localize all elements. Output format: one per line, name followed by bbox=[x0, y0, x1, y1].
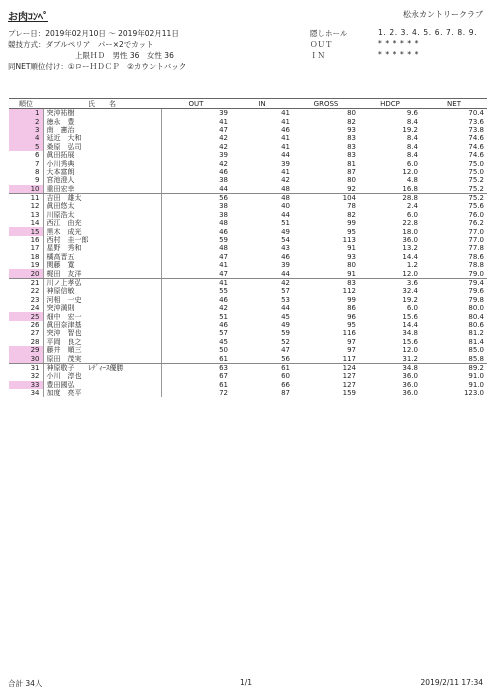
net-cell: 76.2 bbox=[468, 219, 484, 228]
out-cell: 72 bbox=[219, 389, 228, 398]
table-row bbox=[9, 193, 487, 202]
in-cell: 41 bbox=[281, 117, 290, 126]
out-cell: 39 bbox=[219, 109, 228, 118]
table-row bbox=[9, 338, 487, 346]
net-cell: 80.6 bbox=[468, 320, 484, 329]
document-title: お肉ｺﾝﾍﾟ bbox=[8, 12, 48, 23]
table-row bbox=[9, 381, 487, 389]
rank-cell: 15 bbox=[9, 227, 43, 235]
table-row bbox=[9, 176, 487, 184]
rank-cell: 33 bbox=[9, 381, 43, 389]
table-row bbox=[9, 126, 487, 134]
net-cell: 73.6 bbox=[468, 117, 484, 126]
name-cell: 加度 亮平 bbox=[43, 389, 161, 397]
table-row bbox=[9, 227, 487, 235]
out-cell: 39 bbox=[219, 151, 228, 160]
hdcp-cell: 12.0 bbox=[359, 269, 421, 278]
results-table bbox=[9, 98, 487, 397]
rank-cell: 17 bbox=[30, 244, 40, 253]
hdcp-cell: 12.0 bbox=[402, 167, 418, 176]
out-cell: 46 bbox=[219, 320, 228, 329]
gross-cell: 127 bbox=[342, 372, 356, 381]
out-cell: 45 bbox=[219, 337, 228, 346]
table-row bbox=[9, 109, 487, 118]
table-row bbox=[9, 346, 487, 354]
hdcp-cell: 4.8 bbox=[406, 176, 418, 185]
out-cell: 42 bbox=[219, 159, 228, 168]
in-cell: 41 bbox=[281, 134, 290, 143]
net-cell: 75.2 bbox=[468, 194, 484, 203]
rank-cell: 32 bbox=[30, 372, 40, 381]
net-cell: 123.0 bbox=[463, 389, 484, 398]
gross-cell: 83 bbox=[347, 134, 356, 143]
net-cell: 79.6 bbox=[468, 287, 484, 296]
in-cell: 49 bbox=[281, 227, 290, 236]
table-row bbox=[9, 296, 487, 304]
net-cell: 85.8 bbox=[421, 354, 487, 363]
in-cell: 45 bbox=[281, 312, 290, 321]
in-cell: 44 bbox=[281, 210, 290, 219]
name-cell: 西村 圭一郎 bbox=[43, 236, 161, 244]
hdcp-cell: 6.0 bbox=[406, 304, 418, 313]
rank-cell: 25 bbox=[9, 312, 43, 320]
name-cell: 延近 大和 bbox=[43, 134, 161, 142]
net-cell: 75.0 bbox=[468, 159, 484, 168]
gross-cell: 86 bbox=[347, 304, 356, 313]
table-row bbox=[9, 278, 487, 287]
net-cell: 79.4 bbox=[468, 279, 484, 287]
name-cell: 小川 淳也 bbox=[43, 372, 161, 380]
in-cell: 42 bbox=[281, 176, 290, 185]
name-cell: 吉田 雄太 bbox=[43, 193, 161, 202]
handicap-limit: 上限ＨＤ 男性 36 女性 36 bbox=[75, 51, 174, 60]
net-cell: 75.2 bbox=[468, 176, 484, 185]
name-cell: 徳永 豊 bbox=[43, 117, 161, 125]
name-cell: 畑中 宏一 bbox=[43, 312, 161, 320]
net-cell: 80.4 bbox=[468, 312, 484, 321]
rank-cell: 30 bbox=[9, 354, 43, 363]
out-cell: 50 bbox=[219, 346, 228, 355]
hdcp-cell: 18.0 bbox=[402, 227, 418, 236]
rank-cell: 14 bbox=[30, 219, 40, 228]
gross-cell: 124 bbox=[342, 363, 356, 372]
hdcp-cell: 14.4 bbox=[402, 252, 418, 261]
in-cell: 56 bbox=[231, 354, 293, 363]
table-row bbox=[9, 329, 487, 337]
rank-cell: 31 bbox=[30, 363, 40, 372]
table-row bbox=[9, 312, 487, 320]
gross-cell: 80 bbox=[347, 109, 356, 118]
hdcp-cell: 12.0 bbox=[402, 346, 418, 355]
in-cell: 39 bbox=[281, 159, 290, 168]
col-hdcp-header: HDCP bbox=[359, 99, 421, 109]
name-cell: 橘高晋五 bbox=[43, 253, 161, 261]
gross-cell: 91 bbox=[347, 244, 356, 253]
table-row bbox=[9, 134, 487, 142]
in-cell: 59 bbox=[281, 329, 290, 338]
hdcp-cell: 22.8 bbox=[402, 219, 418, 228]
gross-cell: 113 bbox=[342, 236, 356, 245]
out-cell: 47 bbox=[219, 252, 228, 261]
in-cell: 52 bbox=[281, 337, 290, 346]
in-label: ＩＮ bbox=[310, 51, 325, 60]
table-row bbox=[9, 244, 487, 252]
out-cell: 42 bbox=[219, 134, 228, 143]
hdcp-cell: 36.0 bbox=[402, 380, 418, 389]
out-cell: 61 bbox=[161, 354, 231, 363]
gross-cell: 117 bbox=[293, 354, 359, 363]
rank-cell: 16 bbox=[30, 236, 40, 245]
table-row bbox=[9, 151, 487, 159]
out-cell: 38 bbox=[219, 176, 228, 185]
out-cell: 41 bbox=[219, 279, 228, 287]
gross-cell: 96 bbox=[347, 312, 356, 321]
in-cell: 47 bbox=[281, 346, 290, 355]
net-cell: 76.0 bbox=[468, 210, 484, 219]
rank-cell: 23 bbox=[30, 295, 40, 304]
name-cell: 黒木 成光 bbox=[43, 227, 161, 235]
in-cell: 46 bbox=[281, 125, 290, 134]
gross-cell: 116 bbox=[342, 329, 356, 338]
in-cell: 44 bbox=[281, 304, 290, 313]
net-cell: 81.4 bbox=[468, 337, 484, 346]
in-cell: 48 bbox=[281, 194, 290, 203]
rank-cell: 19 bbox=[30, 261, 40, 270]
net-cell: 91.0 bbox=[468, 372, 484, 381]
hdcp-cell: 6.0 bbox=[406, 159, 418, 168]
net-cell: 75.6 bbox=[468, 202, 484, 211]
out-cell: 44 bbox=[161, 185, 231, 194]
gross-cell: 99 bbox=[347, 219, 356, 228]
hdcp-cell: 36.0 bbox=[402, 236, 418, 245]
hdcp-cell: 2.4 bbox=[406, 202, 418, 211]
out-cell: 55 bbox=[219, 287, 228, 296]
out-cell: 42 bbox=[219, 304, 228, 313]
name-cell: 南 憲治 bbox=[43, 126, 161, 134]
col-in-header: IN bbox=[231, 99, 293, 109]
gross-cell: 99 bbox=[347, 295, 356, 304]
in-value: * * * * * * bbox=[378, 50, 420, 59]
hidden-holes-label: 隠しホール bbox=[310, 29, 348, 38]
rank-cell: 11 bbox=[30, 194, 40, 203]
name-cell: 川ノ上孝弘 bbox=[43, 278, 161, 287]
net-cell: 85.0 bbox=[468, 346, 484, 355]
out-value: * * * * * * bbox=[378, 39, 420, 48]
col-net-header: NET bbox=[421, 99, 487, 109]
table-row bbox=[9, 185, 487, 194]
gross-cell: 83 bbox=[347, 279, 356, 287]
out-cell: 46 bbox=[219, 227, 228, 236]
in-cell: 43 bbox=[281, 244, 290, 253]
out-cell: 47 bbox=[219, 125, 228, 134]
in-cell: 39 bbox=[281, 261, 290, 270]
out-cell: 59 bbox=[219, 236, 228, 245]
name-cell: 川原浩太 bbox=[43, 211, 161, 219]
gross-cell: 87 bbox=[347, 167, 356, 176]
in-cell: 53 bbox=[281, 295, 290, 304]
hdcp-cell: 1.2 bbox=[406, 261, 418, 270]
hdcp-cell: 28.8 bbox=[402, 194, 418, 203]
out-cell: 47 bbox=[161, 269, 231, 278]
name-cell: 宮池澄人 bbox=[43, 176, 161, 184]
name-cell: 眞田拓展 bbox=[43, 151, 161, 159]
rank-cell: 13 bbox=[30, 210, 40, 219]
club-name: 松永カントリークラブ bbox=[403, 10, 483, 19]
rank-cell: 18 bbox=[30, 252, 40, 261]
out-cell: 41 bbox=[219, 261, 228, 270]
net-cell: 74.6 bbox=[468, 151, 484, 160]
net-cell: 78.8 bbox=[468, 261, 484, 270]
gross-cell: 95 bbox=[347, 227, 356, 236]
rank-cell: 27 bbox=[30, 329, 40, 338]
net-cell: 79.0 bbox=[421, 269, 487, 278]
in-cell: 41 bbox=[281, 109, 290, 118]
gross-cell: 83 bbox=[347, 151, 356, 160]
hdcp-cell: 32.4 bbox=[402, 287, 418, 296]
rank-cell: 10 bbox=[9, 185, 43, 194]
gross-cell: 95 bbox=[347, 320, 356, 329]
hdcp-cell: 36.0 bbox=[402, 372, 418, 381]
net-cell: 89.2 bbox=[468, 363, 484, 372]
competition-format: 競技方式：ダブルペリア パー×2でカット bbox=[8, 40, 154, 49]
net-cell: 74.6 bbox=[468, 134, 484, 143]
results-body bbox=[9, 109, 487, 398]
rank-cell: 7 bbox=[35, 159, 40, 168]
gross-cell: 83 bbox=[347, 142, 356, 151]
hdcp-cell: 16.8 bbox=[359, 185, 421, 194]
col-out-header: OUT bbox=[161, 99, 231, 109]
col-rank-header: 順位 bbox=[9, 99, 43, 109]
gross-cell: 92 bbox=[293, 185, 359, 194]
out-cell: 41 bbox=[219, 117, 228, 126]
name-cell: 小川秀典 bbox=[43, 159, 161, 167]
gross-cell: 80 bbox=[347, 261, 356, 270]
gross-cell: 82 bbox=[347, 117, 356, 126]
hdcp-cell: 19.2 bbox=[402, 295, 418, 304]
in-cell: 46 bbox=[281, 252, 290, 261]
table-row bbox=[9, 389, 487, 397]
gross-cell: 80 bbox=[347, 176, 356, 185]
rank-cell: 24 bbox=[30, 304, 40, 313]
table-header-row bbox=[9, 99, 487, 109]
name-cell: 西江 由充 bbox=[43, 219, 161, 227]
hdcp-cell: 34.8 bbox=[402, 363, 418, 372]
name-cell: 平岡 良之 bbox=[43, 338, 161, 346]
name-cell: 星野 秀和 bbox=[43, 244, 161, 252]
gross-cell: 91 bbox=[293, 269, 359, 278]
in-cell: 44 bbox=[281, 151, 290, 160]
name-cell: 桑原 弘司 bbox=[43, 143, 161, 151]
rank-cell: 28 bbox=[30, 337, 40, 346]
rank-cell: 21 bbox=[30, 279, 40, 287]
name-cell: 神原信敏 bbox=[43, 287, 161, 295]
table-row bbox=[9, 168, 487, 176]
net-cell: 77.8 bbox=[468, 244, 484, 253]
rank-cell: 4 bbox=[9, 134, 43, 142]
in-cell: 44 bbox=[231, 269, 293, 278]
name-cell: 関藤 寛 bbox=[43, 261, 161, 269]
out-cell: 42 bbox=[219, 142, 228, 151]
net-cell: 91.0 bbox=[468, 380, 484, 389]
hdcp-cell: 9.6 bbox=[406, 109, 418, 118]
name-cell: 突沖 智也 bbox=[43, 329, 161, 337]
rank-cell: 2 bbox=[9, 117, 43, 125]
in-cell: 54 bbox=[281, 236, 290, 245]
col-name-header: 氏 名 bbox=[43, 99, 161, 109]
hdcp-cell: 3.6 bbox=[406, 279, 418, 287]
hdcp-cell: 13.2 bbox=[402, 244, 418, 253]
net-cell: 73.8 bbox=[468, 125, 484, 134]
col-gross-header: GROSS bbox=[293, 99, 359, 109]
in-cell: 48 bbox=[231, 185, 293, 194]
hdcp-cell: 15.6 bbox=[402, 312, 418, 321]
play-period: プレー日：2019年02月10日 ～ 2019年02月11日 bbox=[8, 29, 179, 38]
name-cell: 神原敬子 ﾚﾃﾞｨｰｽ優勝 bbox=[43, 363, 161, 372]
net-cell: 78.6 bbox=[468, 252, 484, 261]
total-count: 合計 34人 bbox=[8, 679, 43, 688]
hdcp-cell: 14.4 bbox=[402, 320, 418, 329]
out-cell: 61 bbox=[219, 380, 228, 389]
hdcp-cell: 15.6 bbox=[402, 337, 418, 346]
name-cell: 藤井 順三 bbox=[43, 346, 161, 354]
table-row bbox=[9, 159, 487, 167]
net-cell: 77.0 bbox=[468, 227, 484, 236]
rank-cell: 8 bbox=[35, 167, 40, 176]
rank-cell: 3 bbox=[9, 126, 43, 134]
name-cell: 河相 一史 bbox=[43, 296, 161, 304]
out-cell: 51 bbox=[219, 312, 228, 321]
in-cell: 40 bbox=[281, 202, 290, 211]
name-cell: 重田宏幸 bbox=[43, 185, 161, 194]
in-cell: 41 bbox=[281, 142, 290, 151]
rank-cell: 1 bbox=[9, 109, 43, 118]
rank-cell: 6 bbox=[35, 151, 40, 160]
table-row bbox=[9, 219, 487, 227]
rank-cell: 20 bbox=[9, 269, 43, 278]
in-cell: 41 bbox=[281, 167, 290, 176]
rank-cell: 12 bbox=[30, 202, 40, 211]
table-row bbox=[9, 287, 487, 295]
rank-cell: 26 bbox=[30, 320, 40, 329]
hdcp-cell: 8.4 bbox=[406, 134, 418, 143]
page-number: 1/1 bbox=[240, 678, 253, 687]
table-row bbox=[9, 269, 487, 278]
net-cell: 81.2 bbox=[468, 329, 484, 338]
gross-cell: 97 bbox=[347, 337, 356, 346]
gross-cell: 78 bbox=[347, 202, 356, 211]
out-cell: 46 bbox=[219, 295, 228, 304]
in-cell: 60 bbox=[281, 372, 290, 381]
out-cell: 56 bbox=[219, 194, 228, 203]
gross-cell: 159 bbox=[342, 389, 356, 398]
table-row bbox=[9, 253, 487, 261]
hdcp-cell: 31.2 bbox=[359, 354, 421, 363]
table-row bbox=[9, 117, 487, 125]
net-cell: 75.2 bbox=[421, 185, 487, 194]
in-cell: 51 bbox=[281, 219, 290, 228]
table-row bbox=[9, 211, 487, 219]
in-cell: 87 bbox=[281, 389, 290, 398]
gross-cell: 93 bbox=[347, 125, 356, 134]
name-cell: 眞田悠太 bbox=[43, 202, 161, 210]
out-cell: 38 bbox=[219, 202, 228, 211]
in-cell: 66 bbox=[281, 380, 290, 389]
gross-cell: 97 bbox=[347, 346, 356, 355]
table-row bbox=[9, 202, 487, 210]
net-cell: 80.0 bbox=[468, 304, 484, 313]
table-row bbox=[9, 363, 487, 372]
net-cell: 77.0 bbox=[468, 236, 484, 245]
hdcp-cell: 36.0 bbox=[402, 389, 418, 398]
hdcp-cell: 8.4 bbox=[406, 151, 418, 160]
name-cell: 梶田 友洋 bbox=[43, 269, 161, 278]
rank-cell: 29 bbox=[9, 346, 43, 354]
name-cell: 眞田奈津基 bbox=[43, 321, 161, 329]
gross-cell: 81 bbox=[347, 159, 356, 168]
table-row bbox=[9, 304, 487, 312]
table-row bbox=[9, 354, 487, 363]
table-row bbox=[9, 236, 487, 244]
rank-cell: 9 bbox=[35, 176, 40, 185]
print-timestamp: 2019/2/11 17:34 bbox=[420, 678, 483, 687]
hidden-holes-value: 1. 2. 3. 4. 5. 6. 7. 8. 9. bbox=[378, 28, 478, 37]
net-cell: 74.6 bbox=[468, 142, 484, 151]
out-label: ＯＵＴ bbox=[310, 40, 333, 49]
gross-cell: 112 bbox=[342, 287, 356, 296]
name-cell: 大本富朗 bbox=[43, 168, 161, 176]
name-cell: 突沖満則 bbox=[43, 304, 161, 312]
out-cell: 57 bbox=[219, 329, 228, 338]
table-row bbox=[9, 143, 487, 151]
name-cell: 突沖祐樹 bbox=[43, 109, 161, 118]
tiebreak-rule: 同NET順位付け：①ローＨＤＣＰ ②カウントバック bbox=[8, 62, 187, 71]
table-row bbox=[9, 372, 487, 380]
name-cell: 豊田國弘 bbox=[43, 381, 161, 389]
gross-cell: 104 bbox=[342, 194, 356, 203]
out-cell: 46 bbox=[219, 167, 228, 176]
rank-cell: 5 bbox=[9, 143, 43, 151]
hdcp-cell: 19.2 bbox=[402, 125, 418, 134]
gross-cell: 93 bbox=[347, 252, 356, 261]
net-cell: 70.4 bbox=[468, 109, 484, 118]
table-row bbox=[9, 321, 487, 329]
out-cell: 67 bbox=[219, 372, 228, 381]
out-cell: 48 bbox=[219, 219, 228, 228]
hdcp-cell: 8.4 bbox=[406, 142, 418, 151]
net-cell: 75.0 bbox=[468, 167, 484, 176]
in-cell: 42 bbox=[281, 279, 290, 287]
out-cell: 38 bbox=[219, 210, 228, 219]
in-cell: 57 bbox=[281, 287, 290, 296]
gross-cell: 82 bbox=[347, 210, 356, 219]
net-cell: 79.8 bbox=[468, 295, 484, 304]
table-row bbox=[9, 261, 487, 269]
name-cell: 原田 茂実 bbox=[43, 354, 161, 363]
hdcp-cell: 6.0 bbox=[406, 210, 418, 219]
out-cell: 48 bbox=[219, 244, 228, 253]
hdcp-cell: 34.8 bbox=[402, 329, 418, 338]
in-cell: 61 bbox=[281, 363, 290, 372]
in-cell: 49 bbox=[281, 320, 290, 329]
hdcp-cell: 8.4 bbox=[406, 117, 418, 126]
rank-cell: 34 bbox=[30, 389, 40, 398]
gross-cell: 127 bbox=[342, 380, 356, 389]
rank-cell: 22 bbox=[30, 287, 40, 296]
out-cell: 63 bbox=[219, 363, 228, 372]
